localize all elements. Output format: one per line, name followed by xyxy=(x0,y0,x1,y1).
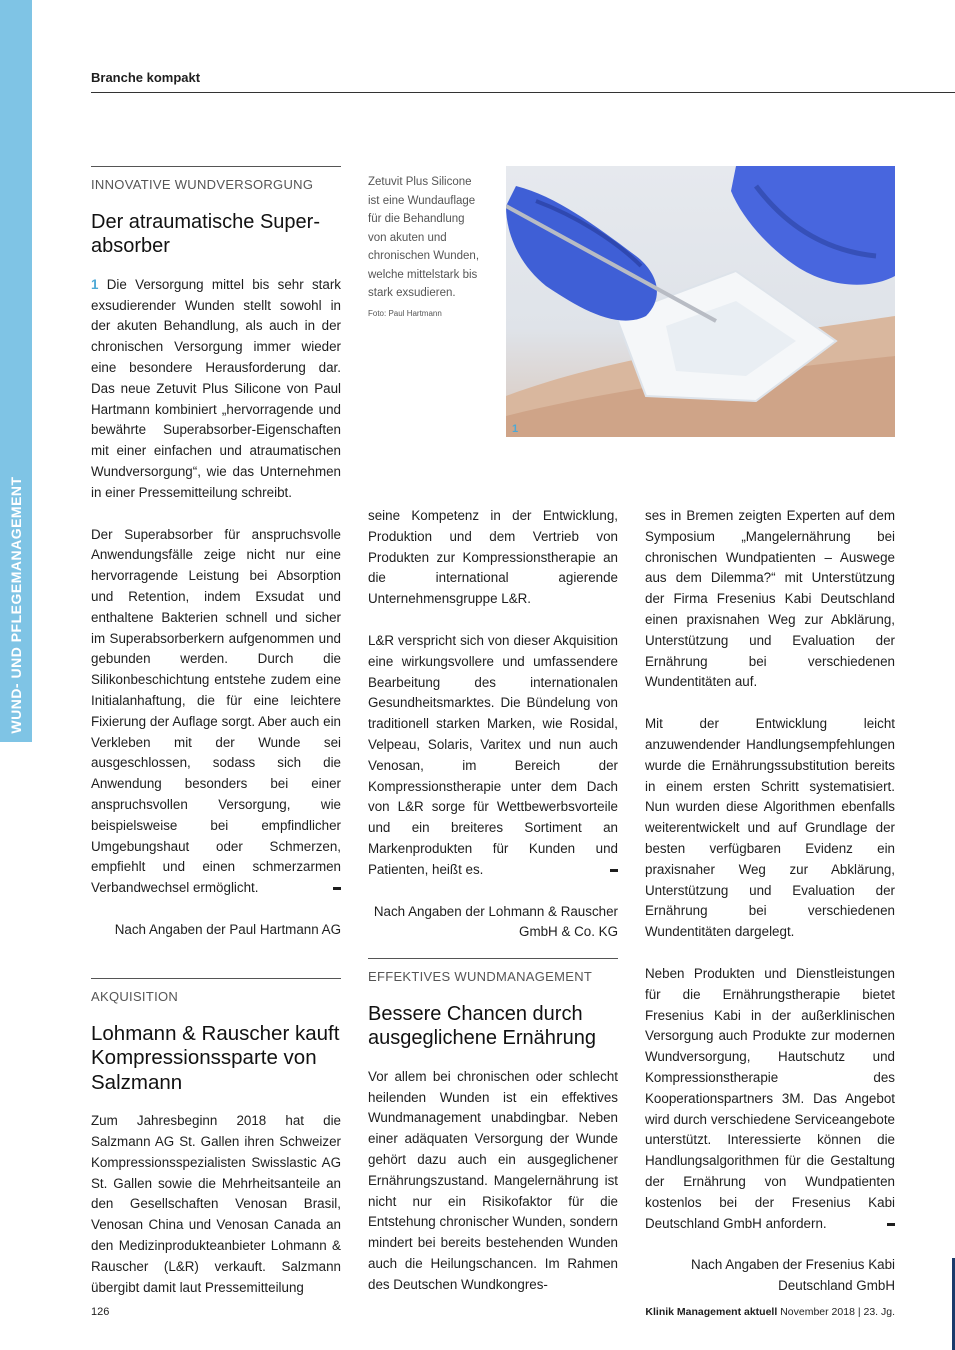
paragraph: Vor allem bei chronischen oder schlecht heilenden Wunden ist ein effektives Wundmanagement unabdingbar. Neben einer adäquaten Versorgung der Wunde gehört dazu auch ein ausgeglichener Ernährungszustand. Mangelernährung ist nicht nur ein Risikofaktor für die Entstehung chronischer Wunden, sondern mindert bei bereits bestehenden Wunden auch die Heilungschancen. Im Rahmen des Deutschen Wundkongres- xyxy=(368,1068,618,1292)
paragraph: 1 Die Versorgung mittel bis sehr stark exsudierender Wunden stellt sowohl in der akuten Behandlung, als auch in der chronischen Versorgung immer wieder eine besondere Herausforderung dar. Das neue Zetuvit Plus Silicone von Paul Hartmann kombiniert „hervorragende und bewährte Superabsorber-Eigenschaften mit einer einfachen und atraumatischen Wundversorgung“, wie das Unternehmen in einer Pressemitteilung schreibt. xyxy=(91,276,341,500)
headline: Bessere Chancen durch ausgeglichene Ernährung xyxy=(368,1002,596,1050)
glove-left xyxy=(506,186,657,321)
paragraph: Mit der Entwicklung leicht anzuwendender Handlungsempfehlungen wurde die Ernährungssubstitution bereits in einem ersten Schritt systematisiert. Nun wurden diese Algorithmen ebenfalls weiterentwickelt und auf Grundlage der besten verfügbaren Evidenz ein praxisnaher Weg zur Abklärung, Unterstützung und Evaluation der Ernährung bei verschiedenen Wundentitäten dargelegt. xyxy=(645,716,895,940)
kicker-rule xyxy=(368,958,618,959)
kicker: EFFEKTIVES WUNDMANAGEMENT xyxy=(368,969,593,984)
sidebar-label: WUND- UND PFLEGEMANAGEMENT xyxy=(8,476,24,734)
article-wundversorgung xyxy=(91,166,341,941)
kicker: AKQUISITION xyxy=(91,989,179,1004)
wound-dressing-photo xyxy=(506,166,895,437)
kicker-rule xyxy=(91,978,341,979)
source-note: Nach Angaben der Lohmann & Rauscher GmbH & Co. KG xyxy=(373,903,618,940)
kicker: INNOVATIVE WUNDVERSORGUNG xyxy=(91,177,314,192)
header-rule xyxy=(91,92,955,93)
section-title: Branche kompakt xyxy=(91,70,201,85)
page-number: 126 xyxy=(91,1306,110,1318)
headline: Der atraumatische Super-absorber xyxy=(91,210,320,258)
end-mark xyxy=(610,869,618,872)
article-wundmanagement xyxy=(368,958,618,1317)
article-wundmanagement-continued xyxy=(645,506,895,1297)
end-mark xyxy=(887,1223,895,1226)
issue-info: November 2018 | 23. Jg. xyxy=(780,1306,895,1318)
end-mark xyxy=(333,887,341,890)
article-akquisition xyxy=(91,978,341,1319)
paragraph: Der Superabsorber für anspruchsvolle Anwendungsfälle zeige nicht nur eine hervorragende Leistung bei Absorption und Retention, indem Exsudat und enthaltene Bakterien schnell und sicher im Superabsorberkern aufgenommen und gebunden werden. Durch die Silikonbeschichtung entstehe zudem eine Initialanhaftung, die für eine leichtere Fixierung der Auflage sorgt. Aber auch ein Verkleben mit der Wunde sei ausgeschlossen, sodass sich die Anwendung besonders bei einer anspruchsvollen Versorgung, wie beispielsweise bei empfindlicher Umgebungshaut oder Schmerzen, empfiehlt und einen schmerzarmen Verbandwechsel ermöglicht. xyxy=(91,526,341,896)
paragraph: Zum Jahresbeginn 2018 hat die Salzmann AG St. Gallen ihren Schweizer Kompressionsspezialisten Swisslastic AG St. Gallen sowie die Mehrheitsanteile an den Gesellschaften Venosan Brasil, Venosan China und Venosan Canada an den Medizinprodukteanbieter Lohmann & Rauscher (L&R) verkauft. Salzmann übergibt damit laut Pressemitteilung xyxy=(91,1113,341,1295)
journal-name: Klinik Management aktuell xyxy=(645,1306,778,1318)
figure-caption: Zetuvit Plus Silicone ist eine Wundauflage für die Behandlung von akuten und chronischen Wunden, welche mittelstark bis stark exsudieren. Foto: Paul Hartmann xyxy=(368,173,480,323)
footer-journal xyxy=(645,1306,895,1318)
figure-reference: 1 xyxy=(91,276,99,292)
article-akquisition-continued xyxy=(368,506,618,943)
figure-number: 1 xyxy=(512,423,519,435)
photo-illustration xyxy=(506,166,895,437)
headline: Lohmann & Rauscher kauft Kompressionssparte von Salzmann xyxy=(91,1021,340,1094)
kicker-rule xyxy=(91,166,341,167)
glove-right xyxy=(731,166,895,285)
photo-credit: Foto: Paul Hartmann xyxy=(368,308,442,318)
paragraph: ses in Bremen zeigten Experten auf dem Symposium „Mangelernährung bei chronischen Wundpatienten – Auswege aus dem Dilemma?“ mit Unterstützung der Firma Fresenius Kabi Deutschland einen praxisnahen Weg zur Abklärung, Unterstützung und Evaluation der Ernährung bei verschiedenen Wundentitäten auf. xyxy=(645,508,895,690)
source-note: Nach Angaben der Fresenius Kabi Deutschland GmbH xyxy=(691,1257,895,1294)
source-note: Nach Angaben der Paul Hartmann AG xyxy=(114,921,341,937)
paragraph: Neben Produkten und Dienstleistungen für die Ernährungstherapie bietet Fresenius Kabi in der außerklinischen Versorgung auch Produkte zur modernen Wundversorgung, Hautschutz und Kompressionstherapie des Kooperationspartners 3M. Das Angebot wird durch verschiedene Serviceangebote unterstützt. Interessierte können die Handlungsalgorithmen für die Gestaltung der Ernährung von Wundpatienten kostenlos bei der Fresenius Kabi Deutschland GmbH anfordern. xyxy=(645,965,895,1231)
paragraph: seine Kompetenz in der Entwicklung, Produktion und dem Vertrieb von Produkten zur Kompressionstherapie an die international agierende Unternehmensgruppe L&R. xyxy=(368,508,618,607)
paragraph: L&R verspricht sich von dieser Akquisition eine wirkungsvollere und umfassendere Bearbeitung des internationalen Gesundheitsmarktes. Die Bündelung von traditionell starken Marken, wie Rosidal, Velpeau, Solaris, Varitex und nun auch Venosan, im Bereich der Kompressionstherapie unter dem Dach von L&R sorge für Wettbewerbsvorteile und ein breiteres Sortiment an Markenprodukten für Kunden und Patienten, heißt es. xyxy=(368,632,618,877)
